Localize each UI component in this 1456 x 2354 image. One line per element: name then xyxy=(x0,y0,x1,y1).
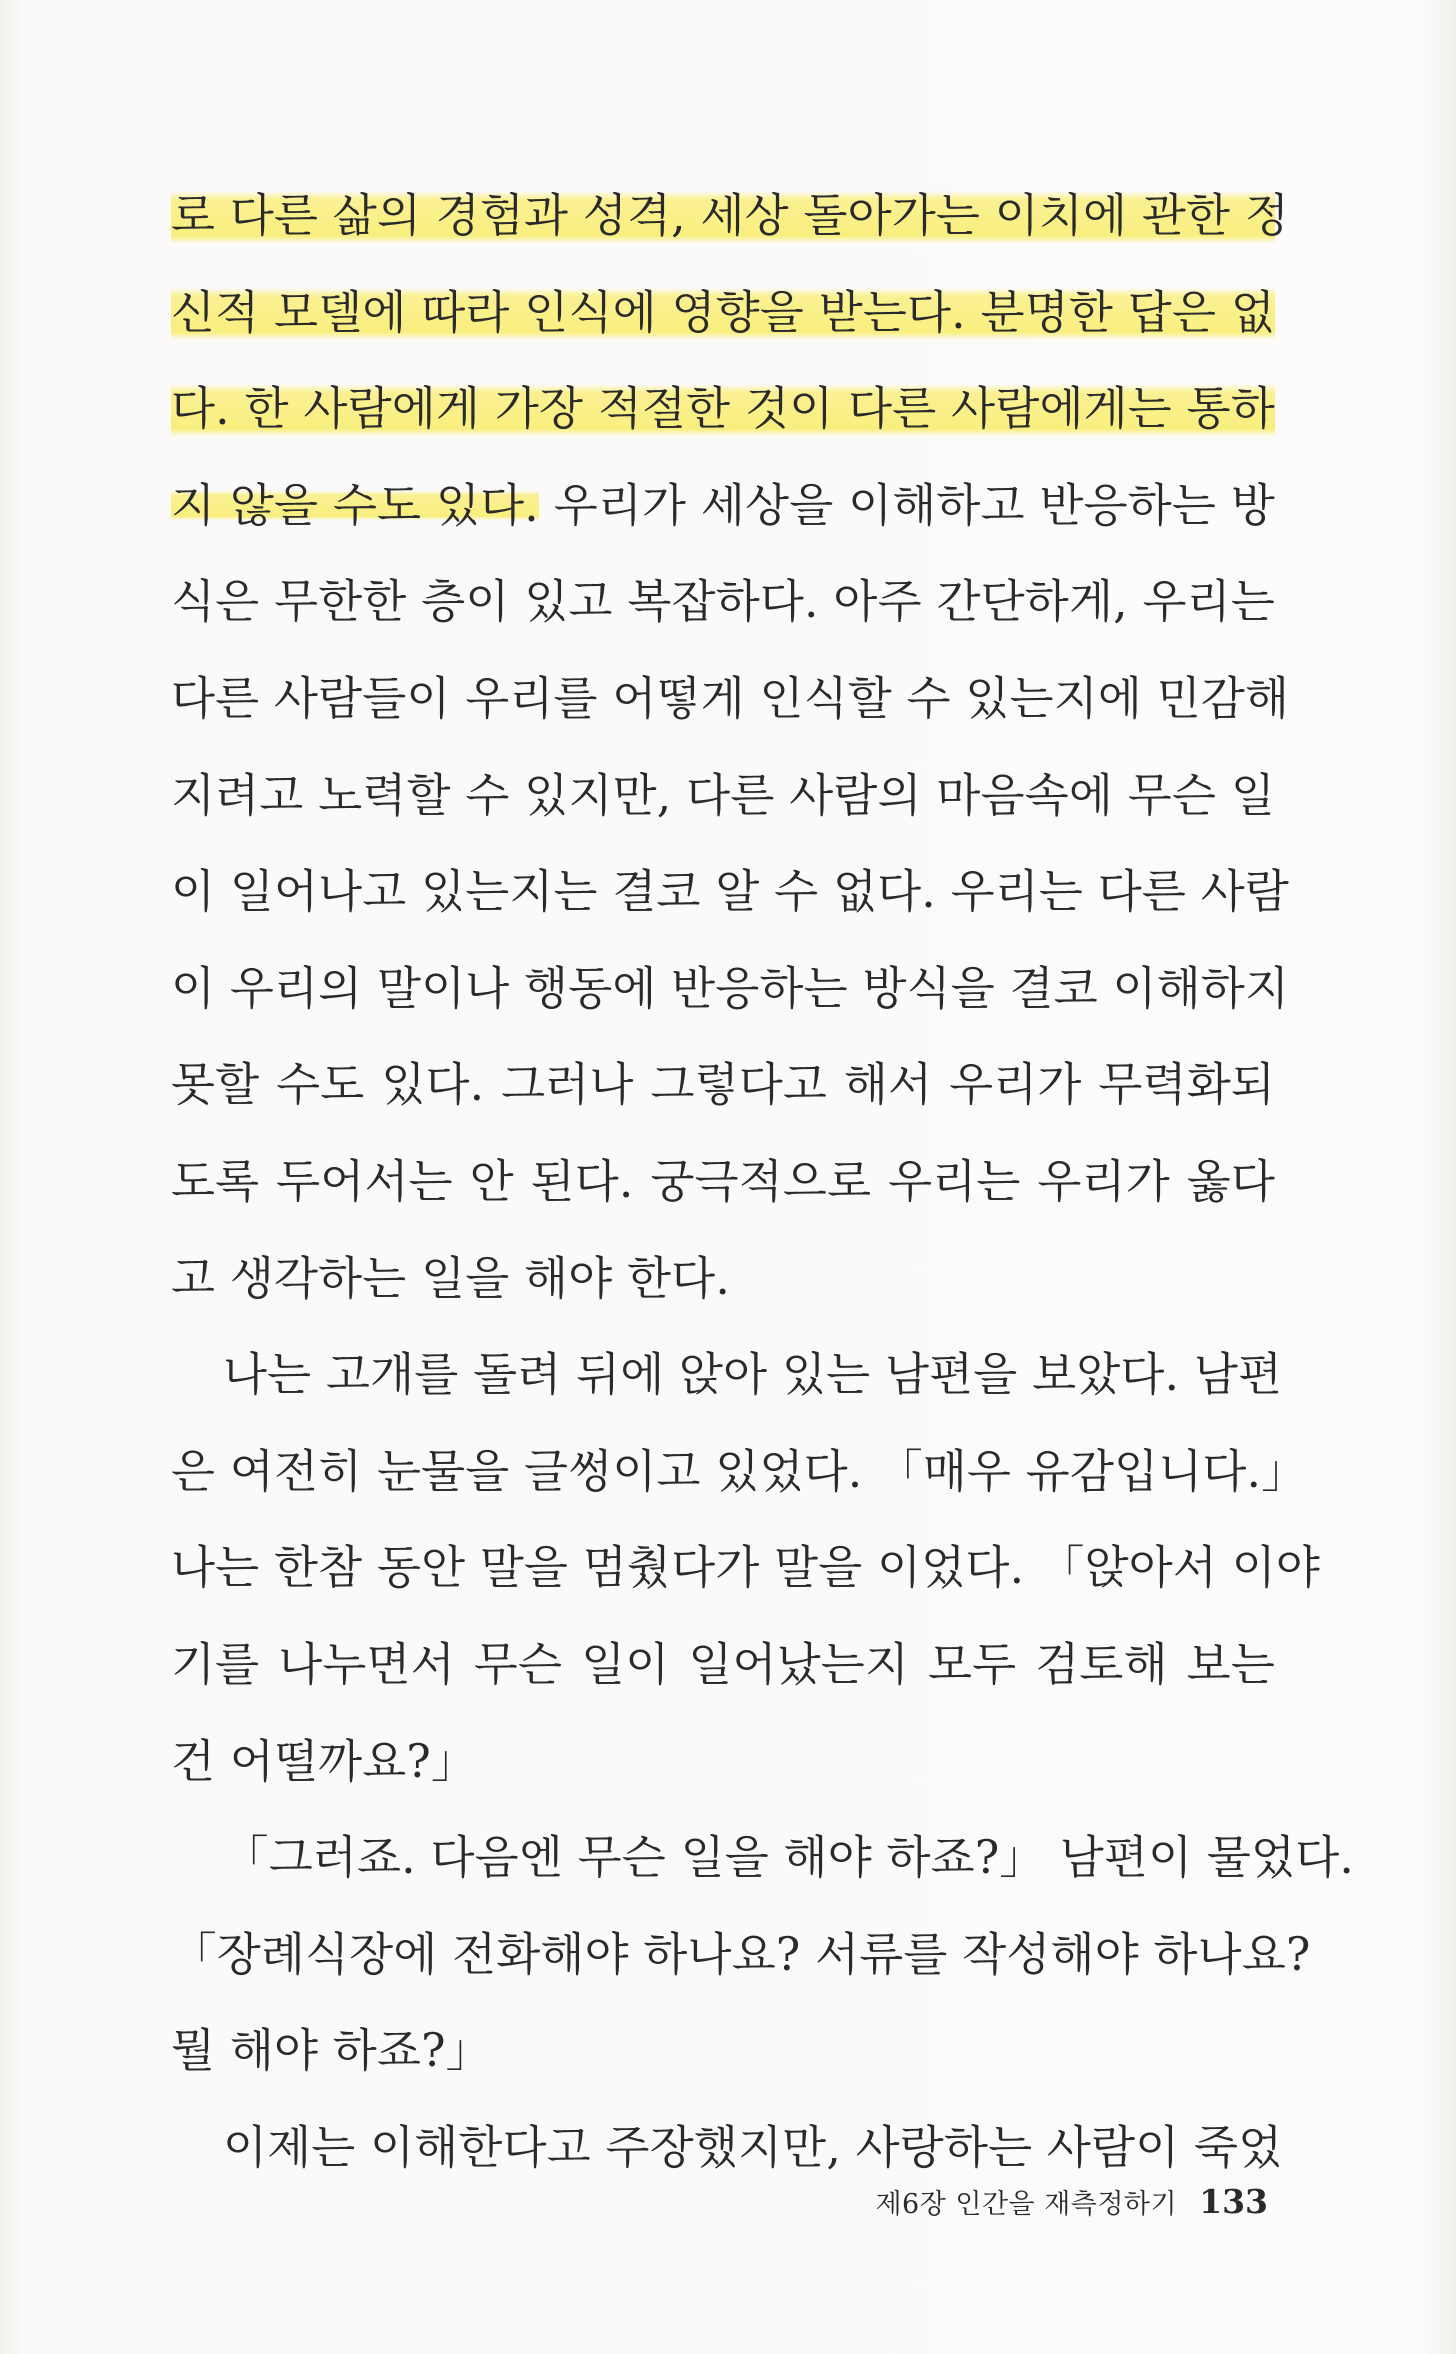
highlighted-text: 신적 모델에 따라 인식에 영향을 받는다. 분명한 답은 없 xyxy=(171,265,1275,362)
text-line: 건 어떨까요?」 xyxy=(171,1734,477,1788)
page-footer xyxy=(875,2172,1268,2232)
highlighted-text: 지 않을 수도 있다. xyxy=(171,478,539,532)
text-line: 고 생각하는 일을 해야 한다. xyxy=(171,1251,730,1305)
text-line xyxy=(171,361,1275,458)
body-text xyxy=(171,168,1355,2196)
text-line: 이 일어나고 있는지는 결코 알 수 없다. 우리는 다른 사람 xyxy=(171,865,1289,919)
text-line: 나는 한참 동안 말을 멈췄다가 말을 이었다. 「앉아서 이야 xyxy=(171,1541,1321,1595)
highlighted-text: 다. 한 사람에게 가장 적절한 것이 다른 사람에게는 통하 xyxy=(171,361,1275,458)
text-line: 나는 고개를 돌려 뒤에 앉아 있는 남편을 보았다. 남편 xyxy=(223,1348,1283,1402)
page-number: 133 xyxy=(1199,2182,1268,2221)
running-footer-chapter: 제6장 인간을 재측정하기 xyxy=(875,2189,1178,2220)
text-line: 이제는 이해한다고 주장했지만, 사랑하는 사람이 죽었 xyxy=(223,2120,1283,2174)
text-line xyxy=(171,458,1275,555)
text-line: 기를 나누면서 무슨 일이 일어났는지 모두 검토해 보는 xyxy=(171,1637,1275,1691)
text-line: 「그러죠. 다음엔 무슨 일을 해야 하죠?」 남편이 물었다. xyxy=(223,1831,1355,1885)
text-line: 도록 두어서는 안 된다. 궁극적으로 우리는 우리가 옳다 xyxy=(171,1154,1275,1208)
text-line: 못할 수도 있다. 그러나 그렇다고 해서 우리가 무력화되 xyxy=(171,1058,1275,1112)
text-span: 우리가 세상을 이해하고 반응하는 방 xyxy=(538,478,1275,532)
text-line: 이 우리의 말이나 행동에 반응하는 방식을 결코 이해하지 xyxy=(171,961,1290,1015)
highlighted-text: 로 다른 삶의 경험과 성격, 세상 돌아가는 이치에 관한 정 xyxy=(171,168,1275,265)
text-line: 뭘 해야 하죠?」 xyxy=(171,2024,492,2078)
text-line xyxy=(171,168,1289,265)
text-line: 지려고 노력할 수 있지만, 다른 사람의 마음속에 무슨 일 xyxy=(171,768,1275,822)
text-line: 은 여전히 눈물을 글썽이고 있었다. 「매우 유감입니다.」 xyxy=(171,1444,1307,1498)
text-line: 다른 사람들이 우리를 어떻게 인식할 수 있는지에 민감해 xyxy=(171,671,1290,725)
text-line: 「장례식장에 전화해야 하나요? 서류를 작성해야 하나요? xyxy=(171,1927,1311,1981)
text-line xyxy=(171,265,1275,362)
text-line: 식은 무한한 층이 있고 복잡하다. 아주 간단하게, 우리는 xyxy=(171,575,1275,629)
